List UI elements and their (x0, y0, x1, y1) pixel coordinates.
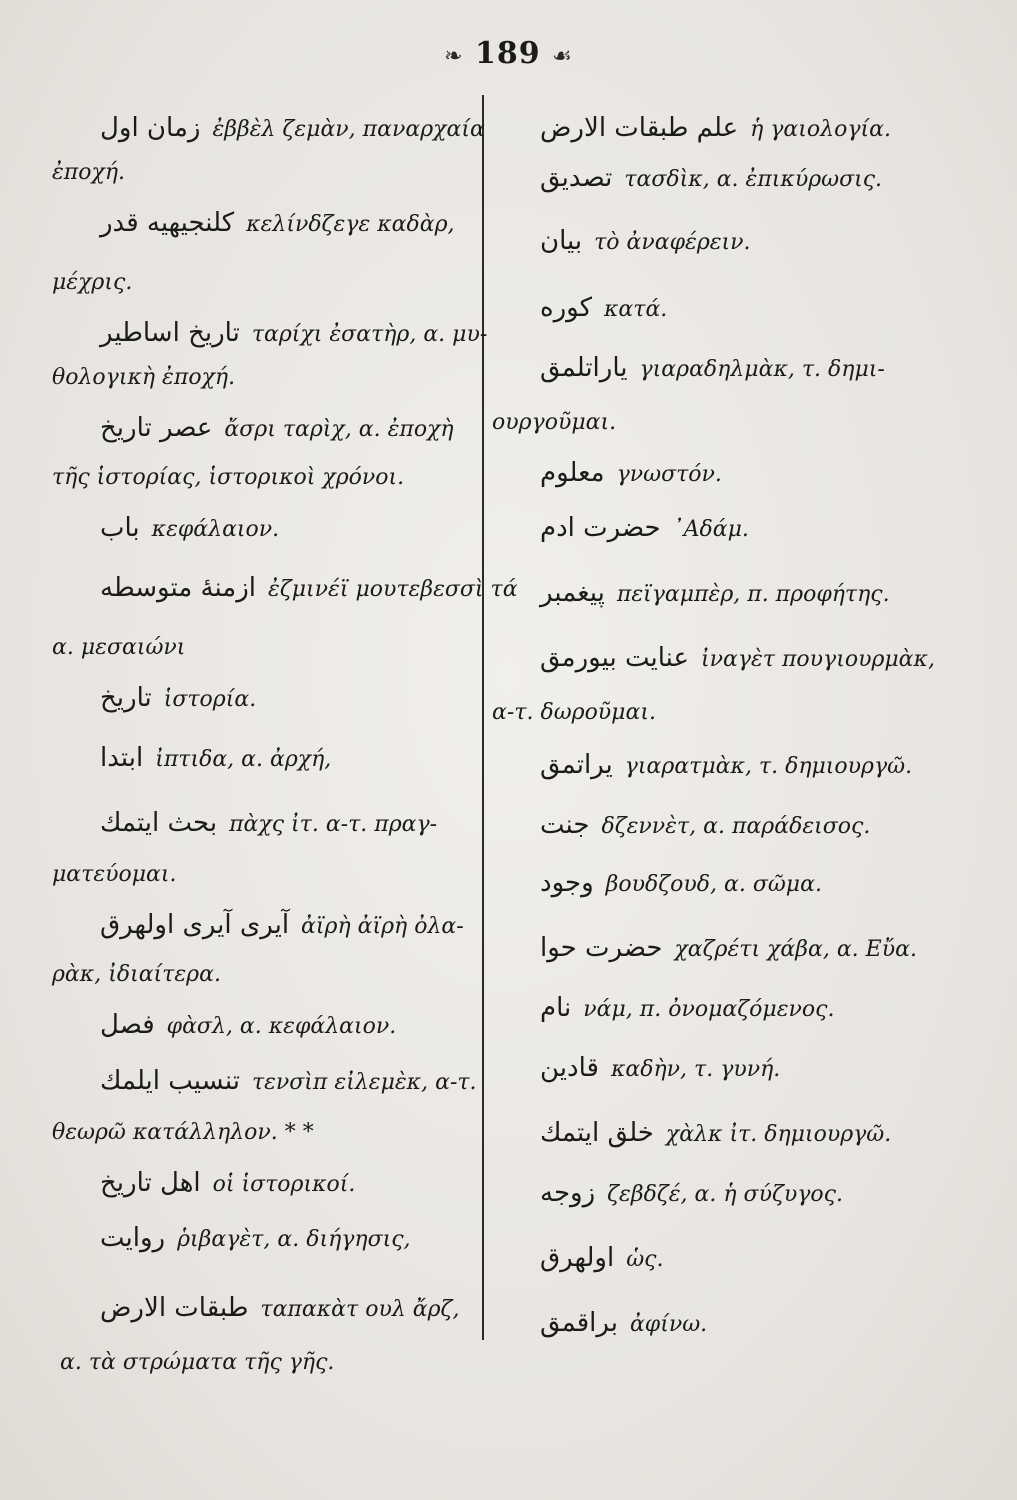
ottoman-term: باب (100, 513, 140, 543)
right-entry (540, 228, 751, 256)
right-ornament-icon: ☙ (552, 44, 573, 69)
right-entry (540, 1055, 780, 1083)
left-entry (100, 810, 437, 838)
column-divider (482, 95, 484, 1340)
greek-definition: α. μεσαιώνι (52, 635, 186, 660)
greek-definition: ἐζμινέϊ μουτεβεσσὶ τά (268, 577, 518, 602)
greek-definition: κεφάλαιον. (151, 517, 280, 542)
ottoman-term: جنت (540, 810, 590, 840)
ottoman-term: اولهرق (540, 1243, 615, 1273)
left-entry (100, 1170, 355, 1198)
greek-definition: ἀφίνω. (629, 1312, 708, 1337)
ottoman-term: قادين (540, 1053, 599, 1083)
ottoman-term: معلوم (540, 458, 605, 488)
greek-definition: οἱ ἱστορικοί. (212, 1172, 356, 1197)
ottoman-term: عصر تاريخ (100, 413, 213, 443)
ottoman-term: تاريخ اساطير (100, 318, 240, 348)
ottoman-term: اهل تاريخ (100, 1168, 201, 1198)
right-entry (540, 165, 882, 193)
greek-definition: ταρίχι ἐσατὴρ, α. μυ- (251, 322, 488, 347)
ottoman-term: ازمنهٔ متوسطه (100, 573, 257, 603)
greek-definition: ματεύομαι. (52, 862, 177, 887)
left-entry (52, 635, 185, 661)
ottoman-term: حضرت حوا (540, 933, 663, 963)
greek-definition: νάμ, π. ὀνομαζόμενος. (583, 997, 835, 1022)
greek-definition: βουδζουδ, α. σῶμα. (605, 872, 822, 897)
right-entry (540, 460, 722, 488)
greek-definition: πεϊγαμπὲρ, π. προφήτης. (616, 582, 890, 607)
left-entry (100, 415, 454, 443)
ottoman-term: بحث ايتمك (100, 808, 218, 838)
greek-definition: θολογικὴ ἐποχή. (52, 365, 236, 390)
ottoman-term: خلق ايتمك (540, 1118, 654, 1148)
ottoman-term: بيان (540, 226, 583, 256)
left-entry (52, 1120, 314, 1146)
ottoman-term: پيغمبر (540, 578, 605, 608)
ottoman-term: زوجه (540, 1178, 596, 1208)
greek-definition: ἡ γαιολογία. (750, 117, 891, 142)
right-entry (540, 645, 935, 673)
greek-definition: κελίνδζεγε καδὰρ, (246, 212, 455, 237)
left-entry (52, 160, 125, 186)
greek-definition: πὰχς ἰτ. α-τ. πραγ- (229, 812, 438, 837)
greek-definition: τὸ ἀναφέρειν. (594, 230, 751, 255)
left-entry (100, 575, 518, 603)
greek-definition: ῥιβαγὲτ, α. διήγησις, (177, 1227, 411, 1252)
ottoman-term: طبقات الارض (100, 1293, 249, 1323)
left-entry (100, 685, 256, 713)
greek-definition: γιαραδηλμὰκ, τ. δημι- (639, 357, 885, 382)
ottoman-term: وجود (540, 868, 594, 898)
ottoman-term: عنايت بيورمق (540, 643, 689, 673)
page-header (0, 36, 1017, 71)
ottoman-term: نام (540, 993, 572, 1023)
right-entry (492, 700, 656, 726)
right-entry (540, 1245, 663, 1273)
greek-definition: ζεβδζέ, α. ἡ σύζυγος. (607, 1182, 843, 1207)
greek-definition: κατά. (604, 297, 668, 322)
ottoman-term: كوره (540, 293, 592, 323)
ottoman-term: براقمق (540, 1308, 618, 1338)
left-entry (100, 515, 279, 543)
left-entry (52, 270, 132, 296)
ottoman-term: تاريخ (100, 683, 152, 713)
left-entry (100, 320, 487, 348)
ottoman-term: روايت (100, 1223, 166, 1253)
ottoman-term: ابتدا (100, 743, 144, 773)
greek-definition: ἐββὲλ ζεμὰν, παναρχαία (212, 117, 485, 142)
greek-definition: ὡς. (626, 1247, 664, 1272)
left-entry (100, 1225, 411, 1253)
greek-definition: ἰπτιδα, α. ἀρχή, (155, 747, 332, 772)
greek-definition: α-τ. δωροῦμαι. (492, 700, 656, 725)
left-entry (100, 1295, 459, 1323)
right-entry (540, 515, 749, 543)
left-ornament-icon: ❧ (444, 44, 464, 69)
left-entry (52, 962, 221, 988)
left-entry (52, 465, 404, 491)
greek-definition: ἱστορία. (163, 687, 257, 712)
right-entry (492, 410, 616, 436)
greek-definition: γιαρατμὰκ, τ. δημιουργῶ. (624, 754, 913, 779)
greek-definition: χὰλκ ἰτ. δημιουργῶ. (665, 1122, 892, 1147)
right-entry (540, 935, 917, 963)
greek-definition: ουργοῦμαι. (492, 410, 617, 435)
right-entry (540, 115, 891, 143)
ottoman-term: ياراتلمق (540, 353, 628, 383)
left-entry (100, 745, 331, 773)
greek-definition: καδὴν, τ. γυνή. (610, 1057, 781, 1082)
greek-definition: γνωστόν. (616, 462, 722, 487)
greek-definition: ταπακὰτ ουλ ἄρζ, (260, 1297, 460, 1322)
greek-definition: ἰναγὲτ πουγιουρμὰκ, (701, 647, 935, 672)
left-entry (100, 115, 485, 143)
left-entry (100, 210, 455, 238)
right-entry (540, 870, 822, 898)
greek-definition: φὰσλ, α. κεφάλαιον. (166, 1014, 397, 1039)
right-entry (540, 812, 870, 840)
greek-definition: ᾿Αδάμ. (672, 517, 749, 542)
right-entry (540, 752, 912, 780)
greek-definition: ἀϊρὴ ἀϊρὴ ὀλα- (301, 914, 464, 939)
greek-definition: τασδὶκ, α. ἐπικύρωσις. (624, 167, 883, 192)
greek-definition: α. τὰ στρώματα τῆς γῆς. (60, 1350, 335, 1375)
ottoman-term: زمان اول (100, 113, 201, 143)
right-entry (540, 995, 834, 1023)
ottoman-term: حضرت ادم (540, 513, 661, 543)
right-entry (540, 580, 890, 608)
left-entry (100, 1012, 396, 1040)
ottoman-term: يراتمق (540, 750, 613, 780)
greek-definition: δζεννὲτ, α. παράδεισος. (601, 814, 871, 839)
greek-definition: τῆς ἱστορίας, ἱστορικοὶ χρόνοι. (52, 465, 405, 490)
left-entry (60, 1350, 334, 1376)
ottoman-term: آيرى آيرى اولهرق (100, 910, 290, 940)
greek-definition: θεωρῶ κατάλληλον. * * (52, 1120, 314, 1145)
greek-definition: χαζρέτι χάβα, α. Εὔα. (674, 937, 917, 962)
greek-definition: μέχρις. (52, 270, 133, 295)
right-entry (540, 1180, 843, 1208)
right-entry (540, 1310, 707, 1338)
ottoman-term: فصل (100, 1010, 155, 1040)
left-entry (52, 862, 177, 888)
left-entry (100, 1068, 477, 1096)
greek-definition: ρὰκ, ἰδιαίτερα. (52, 962, 221, 987)
greek-definition: ἄσρι ταρὶχ, α. ἐποχὴ (224, 417, 454, 442)
left-entry (100, 912, 464, 940)
page-number: 189 (475, 36, 541, 71)
right-entry (540, 355, 885, 383)
ottoman-term: تنسيب ايلمك (100, 1066, 240, 1096)
left-entry (52, 365, 235, 391)
ottoman-term: علم طبقات الارض (540, 113, 739, 143)
ottoman-term: تصديق (540, 163, 613, 193)
right-entry (540, 295, 667, 323)
greek-definition: ἐποχή. (52, 160, 126, 185)
greek-definition: τενσὶπ εἰλεμὲκ, α-τ. (251, 1070, 477, 1095)
right-entry (540, 1120, 891, 1148)
ottoman-term: كلنجيهيه قدر (100, 208, 235, 238)
